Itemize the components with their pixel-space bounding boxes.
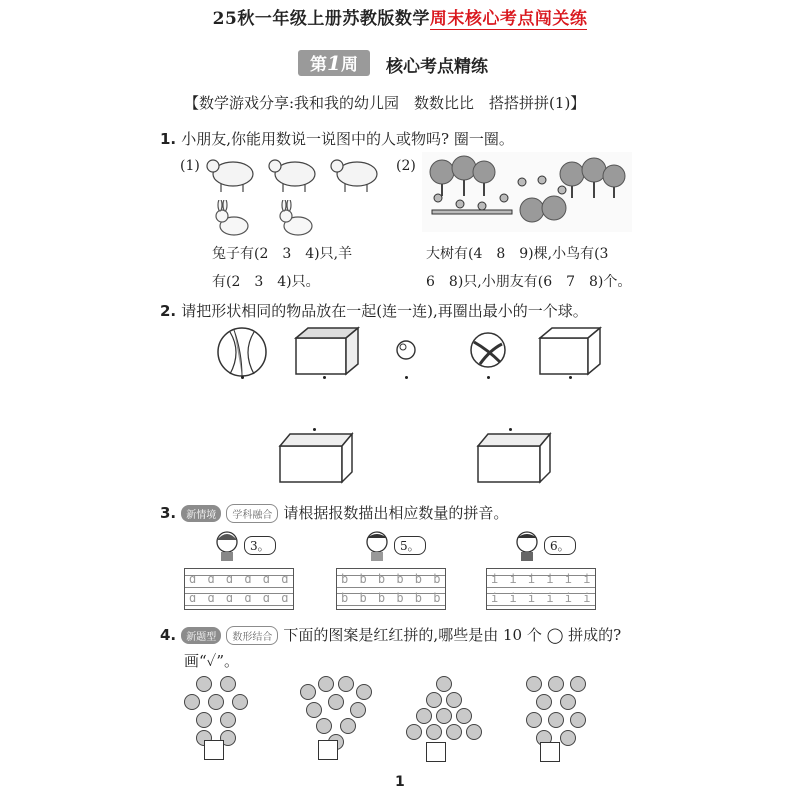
circle-piece (456, 708, 472, 724)
circle-piece (196, 712, 212, 728)
question-number: 1. (160, 130, 177, 148)
beach-ball-icon (218, 328, 266, 376)
pinyin-row: ɑ ɑ ɑ ɑ ɑ ɑ (189, 572, 291, 586)
answer-checkbox[interactable] (204, 740, 224, 760)
circle-piece (436, 676, 452, 692)
sheep-icon (269, 160, 315, 192)
small-ball-icon (397, 341, 415, 359)
circle-piece (208, 694, 224, 710)
q1-part2-label: (2) (396, 158, 416, 174)
connect-dot[interactable] (241, 376, 244, 379)
circle-piece (306, 702, 322, 718)
sheep-illustration (205, 152, 385, 194)
q1-part1-line2: 有(2 3 4)只。 (212, 274, 320, 290)
circle-piece (328, 694, 344, 710)
circle-piece (570, 676, 586, 692)
speech-bubble: 5。 (394, 536, 426, 555)
circle-piece (526, 676, 542, 692)
pinyin-tracing-box[interactable] (184, 568, 294, 610)
circle-piece (446, 724, 462, 740)
topics-line: 【数学游戏分享:我和我的幼儿园 数数比比 搭搭拼拼(1)】 (184, 94, 586, 112)
pinyin-tracing-box[interactable] (486, 568, 596, 610)
tag-number-shape: 数形结合 (226, 626, 278, 645)
rabbit-illustration (212, 200, 322, 238)
circle-piece (536, 694, 552, 710)
question-3-header (160, 502, 508, 523)
circle-piece (356, 684, 372, 700)
question-text: 请根据报数描出相应数量的拼音。 (283, 504, 509, 522)
circle-piece (318, 676, 334, 692)
question-text: 小朋友,你能用数说一说图中的人或物吗? 圈一圈。 (181, 130, 514, 148)
pinyin-tracing-box[interactable] (336, 568, 446, 610)
connect-dot[interactable] (405, 376, 408, 379)
tag-new-question-type: 新题型 (181, 627, 221, 644)
cube-icon (540, 328, 600, 374)
week-badge (298, 50, 370, 76)
answer-checkbox[interactable] (540, 742, 560, 762)
circle-piece (220, 676, 236, 692)
rabbit-icon (280, 200, 312, 235)
tag-new-context: 新情境 (181, 505, 221, 522)
playground-illustration (422, 152, 632, 232)
pinyin-row: i i i i i i (491, 591, 593, 605)
sheep-icon (331, 160, 377, 192)
q1-part2-line2: 6 8)只,小朋友有(6 7 8)个。 (426, 274, 632, 290)
circle-piece (300, 684, 316, 700)
circle-piece (466, 724, 482, 740)
connect-dot[interactable] (313, 428, 316, 431)
boy-icon (512, 528, 542, 562)
boy-icon (362, 528, 392, 562)
circle-piece (232, 694, 248, 710)
circle-piece (560, 694, 576, 710)
question-number: 4. (160, 626, 177, 644)
pinyin-row: ɑ ɑ ɑ ɑ ɑ ɑ (189, 591, 291, 605)
circle-piece (436, 708, 452, 724)
circle-piece (570, 712, 586, 728)
page-number: 1 (395, 774, 405, 790)
question-4-header (160, 624, 621, 645)
week-badge-number: 1 (327, 51, 341, 75)
circle-piece (526, 712, 542, 728)
q1-part1-line1: 兔子有(2 3 4)只,羊 (212, 246, 353, 262)
circle-piece (548, 712, 564, 728)
tag-subject-integration: 学科融合 (226, 504, 278, 523)
open-box-right-icon (470, 432, 560, 484)
speech-bubble: 6。 (544, 536, 576, 555)
pinyin-row: b b b b b b (341, 591, 443, 605)
circle-piece (426, 724, 442, 740)
circle-piece (548, 676, 564, 692)
pinyin-row: i i i i i i (491, 572, 593, 586)
section-title: 核心考点精练 (386, 57, 488, 77)
question-2-header (160, 300, 588, 321)
pinyin-row: b b b b b b (341, 572, 443, 586)
circle-piece (560, 730, 576, 746)
question-number: 2. (160, 302, 177, 320)
circle-piece (184, 694, 200, 710)
open-box-left-icon (272, 432, 362, 484)
circle-piece (446, 692, 462, 708)
volleyball-icon (471, 333, 505, 367)
week-badge-suffix: 周 (340, 55, 358, 75)
answer-checkbox[interactable] (426, 742, 446, 762)
question-text-continued: 画“✓”。 (184, 652, 240, 670)
rabbit-icon (216, 200, 248, 235)
week-badge-prefix: 第 (310, 55, 328, 75)
circle-piece (350, 702, 366, 718)
circle-piece (416, 708, 432, 724)
question-text: 下面的图案是红红拼的,哪些是由 10 个 ◯ 拼成的? (283, 626, 622, 644)
q1-part1-label: (1) (180, 158, 200, 174)
circle-piece (338, 676, 354, 692)
answer-checkbox[interactable] (318, 740, 338, 760)
circle-piece (406, 724, 422, 740)
sheep-icon (207, 160, 253, 192)
q1-part2-line1: 大树有(4 8 9)棵,小鸟有(3 (426, 246, 609, 262)
shapes-row (200, 320, 620, 390)
circle-piece (316, 718, 332, 734)
circle-piece (340, 718, 356, 734)
circle-piece (196, 676, 212, 692)
banner-highlight: 周末核心考点闯关练 (429, 9, 588, 29)
connect-dot[interactable] (509, 428, 512, 431)
question-text: 请把形状相同的物品放在一起(连一连),再圈出最小的一个球。 (181, 302, 588, 320)
page-banner (0, 4, 800, 29)
connect-dot[interactable] (487, 376, 490, 379)
connect-dot[interactable] (323, 376, 326, 379)
circle-piece (426, 692, 442, 708)
question-1-header (160, 128, 514, 149)
banner-title: 25秋一年级上册苏教版数学 (212, 9, 430, 29)
box-icon (296, 328, 358, 374)
question-number: 3. (160, 504, 177, 522)
speech-bubble: 3。 (244, 536, 276, 555)
circle-piece (220, 712, 236, 728)
connect-dot[interactable] (569, 376, 572, 379)
girl-icon (212, 528, 242, 562)
